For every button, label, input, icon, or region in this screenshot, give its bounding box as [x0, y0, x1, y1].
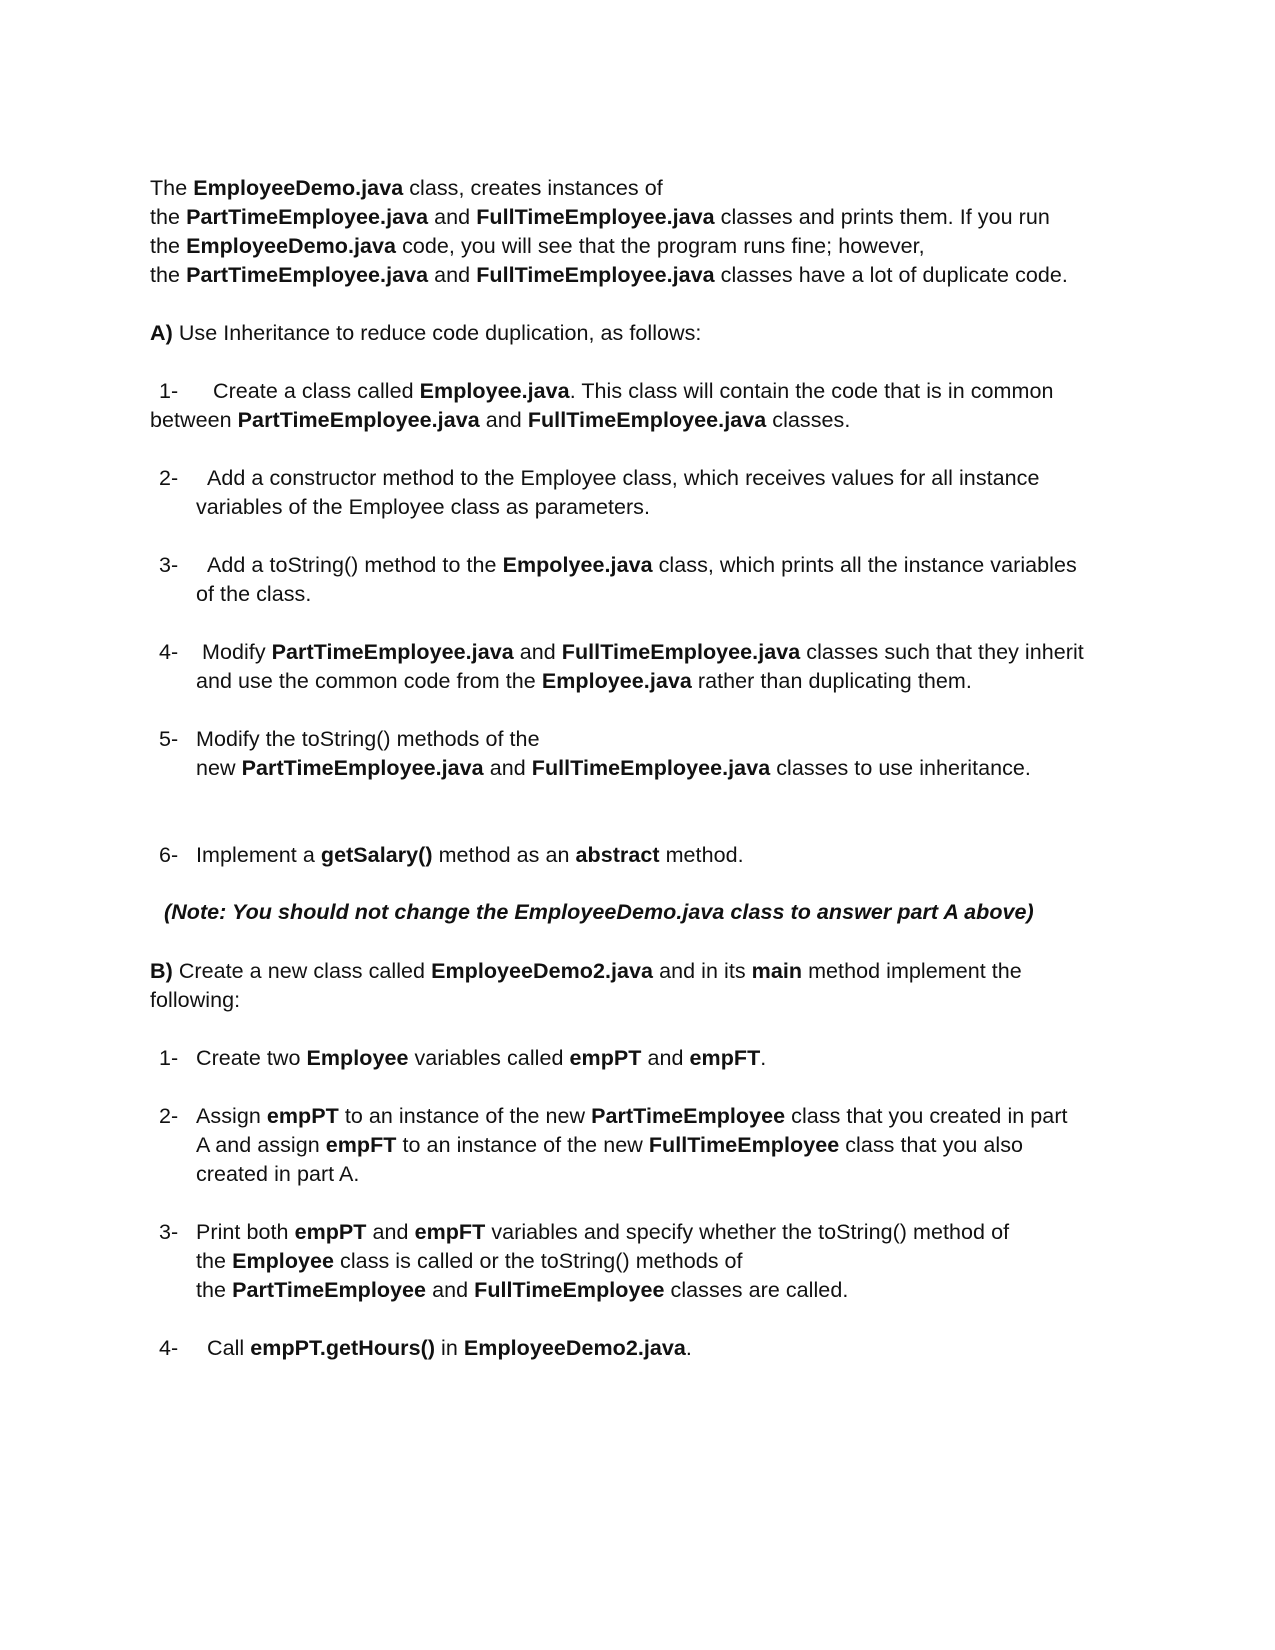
bold-text: FullTimeEmployee [474, 1278, 665, 1302]
bold-text: PartTimeEmployee.java [186, 263, 429, 287]
bold-text: PartTimeEmployee.java [237, 408, 480, 432]
part-b-item-2-line-1 [196, 1101, 1068, 1131]
part-b-item-4-number: 4- [159, 1336, 179, 1360]
bold-text: empPT [266, 1104, 339, 1128]
part-a-item-4-line-2 [196, 666, 972, 696]
text-run: the [196, 1249, 233, 1273]
bold-text: Employee.java [541, 669, 692, 693]
part-b-item-3-line-1 [196, 1217, 1009, 1247]
text-run: and [428, 205, 477, 229]
part-a-heading [150, 318, 701, 348]
text-run: Add a toString() method to the [207, 553, 503, 577]
part-a-item-4-number: 4- [159, 640, 179, 664]
bold-text: Employee.java [419, 379, 570, 403]
text-run: . This class will contain the code that is in common [569, 379, 1054, 403]
text-run: and [513, 640, 562, 664]
text-run: to an instance of the new [396, 1133, 649, 1157]
text-run: variables of the Employee class as parameters. [196, 495, 651, 519]
part-a-item-2-line-1 [207, 463, 1039, 493]
part-b-item-2-number: 2- [159, 1104, 179, 1128]
text-run: . [685, 1336, 692, 1360]
bold-text: Empolyee.java [502, 553, 653, 577]
text-run: variables called [408, 1046, 570, 1070]
text-run: method. [659, 843, 744, 867]
part-a-note [164, 897, 1034, 927]
text-run: to an instance of the new [338, 1104, 592, 1128]
bold-text: FullTimeEmployee.java [531, 756, 771, 780]
bold-text: FullTimeEmployee.java [476, 263, 715, 287]
text-run: and use the common code from the [196, 669, 542, 693]
part-b-item-1-line-1 [196, 1043, 766, 1073]
part-b-item-3-line-3 [196, 1275, 848, 1305]
part-a-item-1-line-1 [213, 376, 1053, 406]
text-run: new [196, 756, 242, 780]
bold-text: EmployeeDemo2.java [463, 1336, 686, 1360]
text-run: method implement the [802, 959, 1022, 983]
text-run: and [479, 408, 528, 432]
text-run: classes have a lot of duplicate code. [714, 263, 1068, 287]
text-run: Assign [196, 1104, 267, 1128]
part-b-heading-line-1 [150, 956, 1022, 986]
text-run: variables and specify whether the toString() method of [485, 1220, 1010, 1244]
bold-text: FullTimeEmployee.java [527, 408, 767, 432]
part-a-item-6-number: 6- [159, 843, 179, 867]
bold-text: (Note: You should not change the EmployeeDemo.java class to answer part A above) [164, 900, 1034, 924]
text-run: class is called or the toString() methods of [334, 1249, 743, 1273]
part-b-item-2-line-2 [196, 1130, 1023, 1160]
text-run: the [150, 205, 187, 229]
text-run: classes. [766, 408, 851, 432]
text-run: The [150, 176, 194, 200]
text-run: in [435, 1336, 464, 1360]
text-run: Modify [202, 640, 272, 664]
bold-text: empPT.getHours() [250, 1336, 436, 1360]
bold-text: Employee [232, 1249, 335, 1273]
bold-text: FullTimeEmployee.java [561, 640, 801, 664]
bold-text: empFT [414, 1220, 486, 1244]
intro-line-3 [150, 231, 925, 261]
text-run: class that you also [839, 1133, 1024, 1157]
text-run: classes such that they inherit [800, 640, 1084, 664]
part-a-item-5-number: 5- [159, 727, 179, 751]
text-run: created in part A. [196, 1162, 360, 1186]
text-run: class, creates instances of [403, 176, 663, 200]
part-a-item-3-number: 3- [159, 553, 179, 577]
part-a-item-2-number: 2- [159, 466, 179, 490]
text-run: following: [150, 988, 241, 1012]
part-a-item-4-line-1 [202, 637, 1084, 667]
bold-text: EmployeeDemo.java [193, 176, 404, 200]
bold-text: empPT [294, 1220, 367, 1244]
bold-text: main [751, 959, 803, 983]
text-run: and [641, 1046, 690, 1070]
part-b-item-3-line-2 [196, 1246, 743, 1276]
text-run: Add a constructor method to the Employee class, which receives values for all instance [207, 466, 1040, 490]
text-run: Implement a [196, 843, 321, 867]
bold-text: B) [150, 959, 173, 983]
text-run: classes and prints them. If you run [714, 205, 1050, 229]
text-run: classes to use inheritance. [770, 756, 1031, 780]
bold-text: FullTimeEmployee [648, 1133, 840, 1157]
text-run: class that you created in part [785, 1104, 1068, 1128]
text-run: Create two [196, 1046, 307, 1070]
bold-text: PartTimeEmployee [232, 1278, 427, 1302]
text-run: the [196, 1278, 233, 1302]
text-run: and in its [653, 959, 752, 983]
part-b-item-3-number: 3- [159, 1220, 179, 1244]
text-run: Use Inheritance to reduce code duplication, as follows: [172, 321, 702, 345]
part-a-item-6-line-1 [196, 840, 744, 870]
text-run: method as an [432, 843, 576, 867]
text-run: and [426, 1278, 475, 1302]
bold-text: PartTimeEmployee.java [186, 205, 429, 229]
text-run: rather than duplicating them. [691, 669, 972, 693]
text-run: code, you will see that the program runs fine; however, [396, 234, 925, 258]
part-a-item-1-line-2 [150, 405, 850, 435]
text-run: of the class. [196, 582, 312, 606]
part-a-item-2-line-2 [196, 492, 650, 522]
part-a-item-5-line-1 [196, 724, 540, 754]
bold-text: A) [150, 321, 173, 345]
text-run: and [366, 1220, 415, 1244]
bold-text: getSalary() [320, 843, 433, 867]
part-b-item-4-line-1 [207, 1333, 692, 1363]
intro-line-2 [150, 202, 1050, 232]
bold-text: FullTimeEmployee.java [476, 205, 715, 229]
part-a-item-3-line-1 [207, 550, 1077, 580]
bold-text: PartTimeEmployee.java [271, 640, 514, 664]
intro-line-1 [150, 173, 663, 203]
part-a-item-5-line-2 [196, 753, 1031, 783]
bold-text: empPT [569, 1046, 642, 1070]
part-b-item-2-line-3 [196, 1159, 359, 1189]
text-run: the [150, 263, 187, 287]
text-run: Modify the toString() methods of the [196, 727, 540, 751]
bold-text: Employee [306, 1046, 409, 1070]
bold-text: PartTimeEmployee.java [241, 756, 484, 780]
text-run: A and assign [196, 1133, 326, 1157]
bold-text: empFT [325, 1133, 397, 1157]
text-run: Create a new class called [172, 959, 432, 983]
part-a-item-3-line-2 [196, 579, 311, 609]
bold-text: EmployeeDemo.java [186, 234, 397, 258]
text-run: Call [207, 1336, 251, 1360]
text-run: Print both [196, 1220, 295, 1244]
part-a-item-1-number: 1- [159, 379, 179, 403]
text-run: classes are called. [664, 1278, 849, 1302]
bold-text: EmployeeDemo2.java [431, 959, 654, 983]
text-run: Create a class called [213, 379, 420, 403]
text-run: . [760, 1046, 767, 1070]
part-b-item-1-number: 1- [159, 1046, 179, 1070]
text-run: class, which prints all the instance variables [652, 553, 1077, 577]
bold-text: PartTimeEmployee [591, 1104, 786, 1128]
intro-line-4 [150, 260, 1068, 290]
text-run: between [150, 408, 238, 432]
bold-text: empFT [689, 1046, 761, 1070]
text-run: the [150, 234, 187, 258]
part-b-heading-line-2 [150, 985, 240, 1015]
text-run: and [428, 263, 477, 287]
bold-text: abstract [575, 843, 660, 867]
text-run: and [483, 756, 532, 780]
